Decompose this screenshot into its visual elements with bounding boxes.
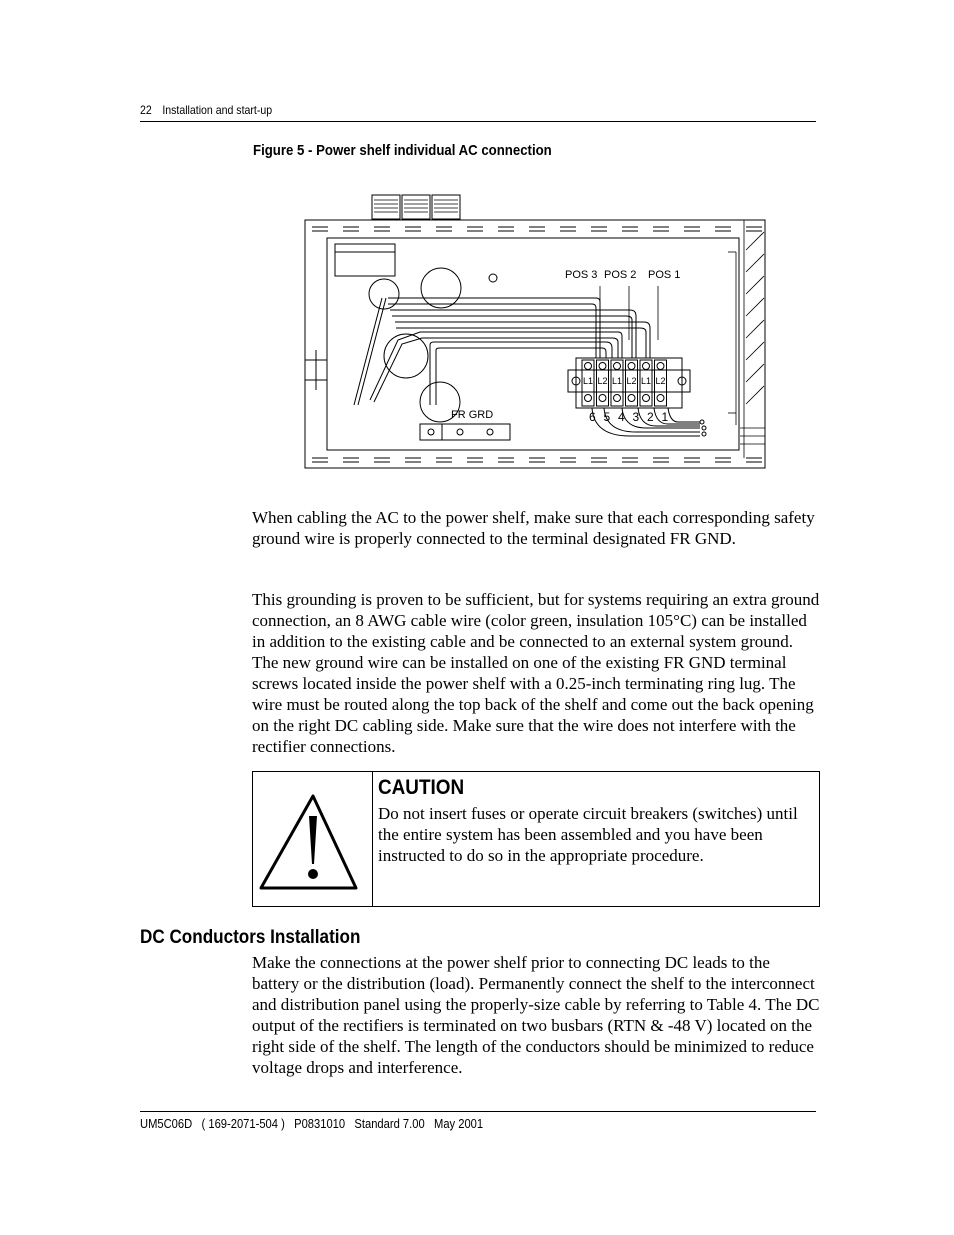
page-header: [140, 103, 272, 117]
body-paragraph-1: When cabling the AC to the power shelf, make sure that each corresponding safety ground wire is properly connected to the terminal designated FR GND.: [252, 508, 815, 548]
footer-code: P0831010: [294, 1116, 346, 1131]
wire-number: 6: [589, 410, 596, 424]
figure-caption: Figure 5 - Power shelf individual AC connection: [253, 142, 552, 159]
screw-hole: [489, 274, 497, 282]
label-pos2: POS 2: [604, 269, 637, 281]
warning-triangle-icon: [253, 772, 372, 906]
label-fr-grd: FR GRD: [451, 409, 494, 421]
power-shelf-diagram: [300, 190, 770, 475]
terminal-label: L2: [655, 376, 666, 386]
caution-box: [252, 771, 820, 907]
page-number: 22: [140, 103, 152, 117]
footer-standard: Standard 7.00: [354, 1116, 425, 1131]
label-plate: [335, 244, 395, 276]
section-title: Installation and start-up: [162, 103, 273, 117]
label-pos3: POS 3: [565, 269, 598, 281]
terminal-label: L2: [597, 376, 608, 386]
section-heading: DC Conductors Installation: [140, 927, 361, 948]
bottom-vents: [312, 458, 762, 462]
wire-number: 4: [618, 410, 625, 424]
terminal-label: L1: [583, 376, 594, 386]
busbar-side: [728, 220, 765, 458]
wire-number: 3: [632, 410, 640, 424]
terminal-label: L1: [612, 376, 623, 386]
wire-number: 2: [647, 410, 654, 424]
footer-doc-id: UM5C06D: [140, 1116, 193, 1131]
dc-section-paragraph: Make the connections at the power shelf prior to connecting DC leads to the battery or the distribution (load). Permanently connect the shelf to the interconnect and distribution panel using the properly-size cable by referring to Table 4. The DC output of the rectifiers is terminated on two busbars (RTN & -48 V) located on the right side of the shelf. The length of the conductors should be minimized to reduce voltage drops and interference.: [252, 953, 820, 1077]
wire-number: 5: [603, 410, 611, 424]
page-footer: [140, 1116, 483, 1131]
terminal-label: L1: [641, 376, 652, 386]
warning-cell: [253, 772, 373, 906]
label-pos1: POS 1: [648, 269, 681, 281]
footer-date: May 2001: [434, 1116, 484, 1131]
wire-number: 1: [661, 410, 669, 424]
header-rule: [140, 121, 816, 122]
caution-text: Do not insert fuses or operate circuit breakers (switches) until the entire system has been assembled and you have been instructed to do so in the appropriate procedure.: [378, 804, 798, 865]
top-vents: [312, 227, 762, 231]
cable-grommet-2: [421, 268, 461, 308]
footer-rule: [140, 1111, 816, 1112]
cable-glands: [372, 195, 460, 219]
body-paragraph-2: This grounding is proven to be sufficient, but for systems requiring an extra ground connection, an 8 AWG cable wire (color green, insulation 105°C) can be installed in addition to the existing cable and be connected to an external system ground. The new ground wire can be installed on one of the existing FR GND terminal screws located inside the power shelf with a 0.25-inch terminating ring lug. The wire must be routed along the top back of the shelf and come out the back opening on the right DC cabling side. Make sure that the wire does not interfere with the rectifier connections.: [252, 590, 820, 756]
footer-part-number: ( 169-2071-504 ): [201, 1116, 285, 1131]
terminal-label: L2: [626, 376, 637, 386]
caution-title: CAUTION: [378, 776, 465, 799]
